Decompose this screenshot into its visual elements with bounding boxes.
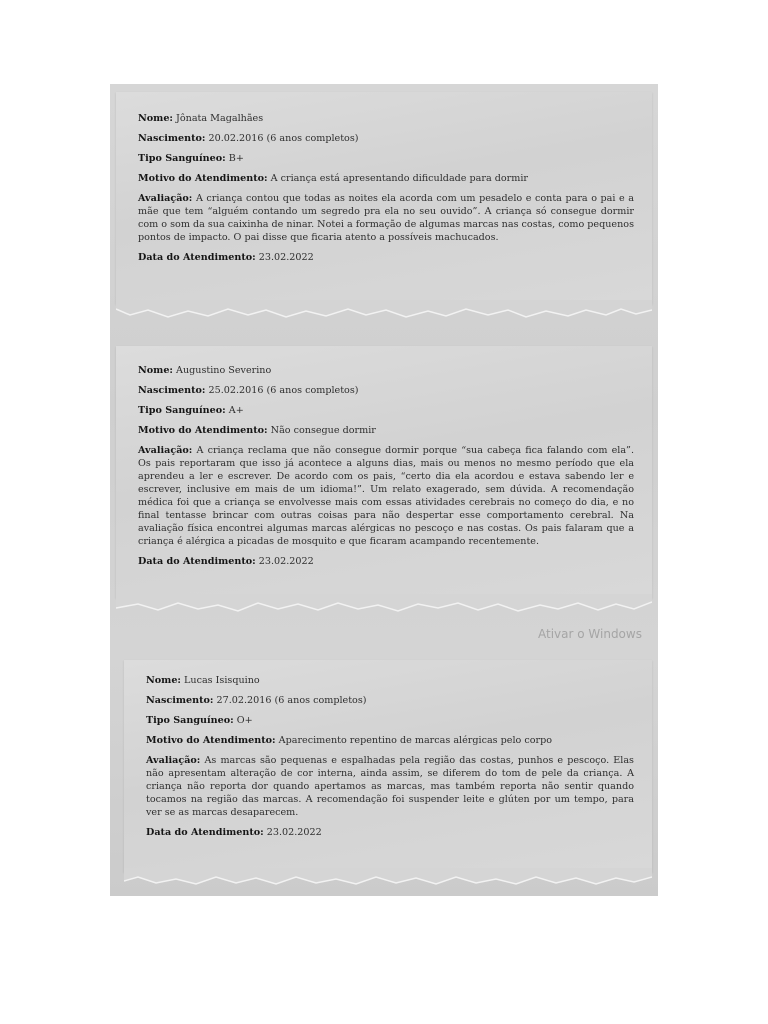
- birth-label: Nascimento:: [138, 133, 206, 144]
- blood-type: A+: [228, 405, 244, 416]
- birth-date: 27.02.2016 (6 anos completos): [216, 695, 367, 706]
- date-label: Data do Atendimento:: [138, 252, 256, 263]
- blood-label: Tipo Sanguíneo:: [138, 405, 226, 416]
- date-label: Data do Atendimento:: [138, 556, 256, 567]
- torn-edge: [116, 594, 652, 612]
- visit-reason: A criança está apresentando dificuldade para dormir: [270, 173, 528, 184]
- record-3: [146, 674, 634, 846]
- patient-name: Jônata Magalhães: [176, 113, 264, 124]
- torn-edge: [124, 868, 652, 886]
- record-2: [138, 364, 634, 575]
- name-field: [138, 112, 634, 125]
- birth-date: 20.02.2016 (6 anos completos): [208, 133, 359, 144]
- birth-date: 25.02.2016 (6 anos completos): [208, 385, 359, 396]
- record-1: [138, 112, 634, 271]
- birth-label: Nascimento:: [146, 695, 214, 706]
- torn-note-3: [124, 660, 652, 872]
- date-field: [146, 826, 634, 839]
- name-label: Nome:: [146, 675, 181, 686]
- name-field: [138, 364, 634, 377]
- reason-field: [138, 424, 634, 437]
- torn-note-1: [116, 92, 652, 304]
- evaluation-field: [146, 754, 634, 819]
- blood-label: Tipo Sanguíneo:: [138, 153, 226, 164]
- visit-date: 23.02.2022: [258, 556, 314, 567]
- visit-date: 23.02.2022: [266, 827, 322, 838]
- blood-field: [146, 714, 634, 727]
- evaluation-field: [138, 192, 634, 244]
- torn-edge: [116, 300, 652, 318]
- patient-name: Lucas Isisquino: [184, 675, 260, 686]
- evaluation-text: A criança reclama que não consegue dormir porque “sua cabeça fica falando com ela”. Os pais reportaram que isso já acontece a alguns dias, mais ou menos no mesmo período que ela aprendeu a ler e escrever. De acordo com os pais, “certo dia ela acordou e estava sabendo ler e escrever, inclusive em mais de um idioma!”. Um relato exagerado, sem dúvida. A recomendação médica foi que a criança se envolvesse mais com essas atividades cerebrais no começo do dia, e no final tentasse brincar com outras coisas para não despertar esse comportamento cerebral. Na avaliação física encontrei algumas marcas alérgicas no pescoço e nas costas. Os pais falaram que a criança é alérgica a picadas de mosquito e que ficaram acampando recentemente.: [138, 445, 634, 547]
- patient-name: Augustino Severino: [176, 365, 272, 376]
- reason-label: Motivo do Atendimento:: [146, 735, 276, 746]
- date-label: Data do Atendimento:: [146, 827, 264, 838]
- reason-label: Motivo do Atendimento:: [138, 425, 268, 436]
- blood-type: B+: [228, 153, 244, 164]
- birth-field: [138, 132, 634, 145]
- windows-activation-watermark: Ativar o Windows: [538, 627, 642, 641]
- evaluation-label: Avaliação:: [146, 755, 201, 766]
- torn-note-2: [116, 346, 652, 598]
- name-field: [146, 674, 634, 687]
- reason-label: Motivo do Atendimento:: [138, 173, 268, 184]
- blood-type: O+: [236, 715, 253, 726]
- birth-field: [146, 694, 634, 707]
- visit-reason: Não consegue dormir: [270, 425, 376, 436]
- visit-reason: Aparecimento repentino de marcas alérgicas pelo corpo: [278, 735, 553, 746]
- visit-date: 23.02.2022: [258, 252, 314, 263]
- date-field: [138, 555, 634, 568]
- evaluation-text: A criança contou que todas as noites ela acorda com um pesadelo e conta para o pai e a mãe que tem “alguém contando um segredo pra ela no seu ouvido”. A criança só consegue dormir com o som da sua caixinha de ninar. Notei a formação de algumas marcas nas costas, como pequenos pontos de impacto. O pai disse que ficaria atento a possíveis machucados.: [138, 193, 634, 243]
- blood-label: Tipo Sanguíneo:: [146, 715, 234, 726]
- name-label: Nome:: [138, 113, 173, 124]
- blood-field: [138, 404, 634, 417]
- reason-field: [138, 172, 634, 185]
- evaluation-label: Avaliação:: [138, 445, 193, 456]
- birth-field: [138, 384, 634, 397]
- reason-field: [146, 734, 634, 747]
- birth-label: Nascimento:: [138, 385, 206, 396]
- name-label: Nome:: [138, 365, 173, 376]
- evaluation-field: [138, 444, 634, 548]
- evaluation-label: Avaliação:: [138, 193, 193, 204]
- evaluation-text: As marcas são pequenas e espalhadas pela região das costas, punhos e pescoço. Elas não apresentam alteração de cor interna, ainda assim, se diferem do tom de pele da criança. A criança não reporta dor quando apertamos as marcas, mas também reporta não sentir quando tocamos na região das marcas. A recomendação foi suspender leite e glúten por um tempo, para ver se as marcas desaparecem.: [146, 755, 634, 818]
- blood-field: [138, 152, 634, 165]
- date-field: [138, 251, 634, 264]
